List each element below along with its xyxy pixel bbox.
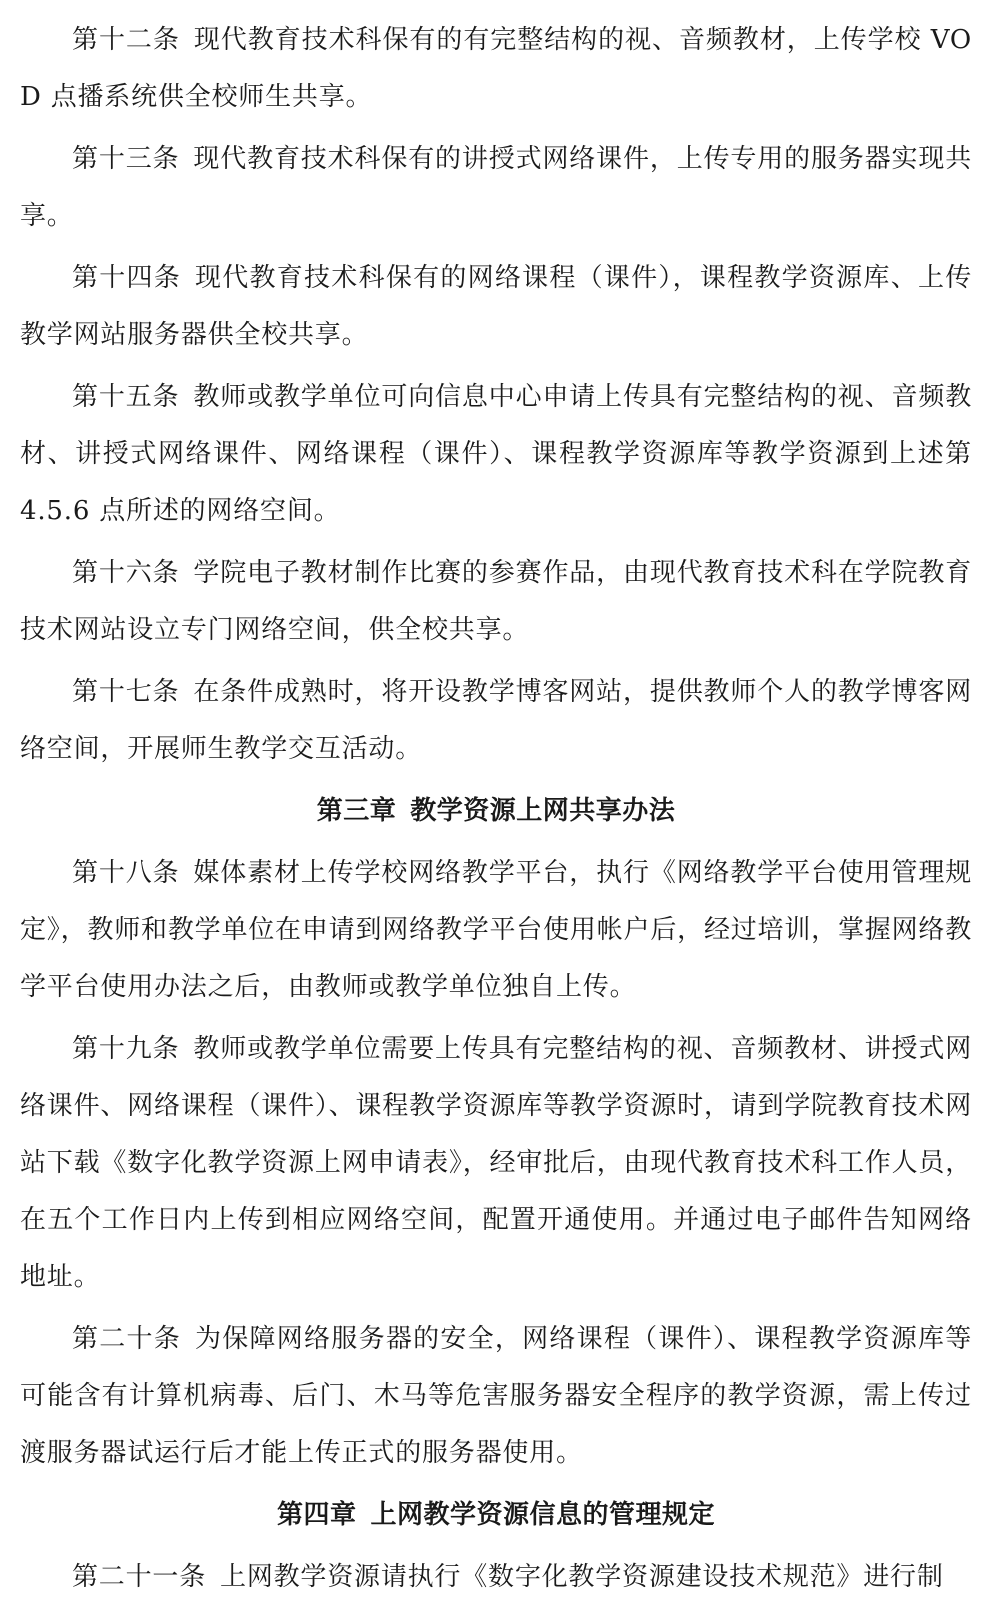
article-text: 现代教育技术科保有的讲授式网络课件，上传专用的服务器实现共享。 bbox=[20, 144, 973, 231]
article-text: 教师或教学单位需要上传具有完整结构的视、音频教材、讲授式网络课件、网络课程（课件）、课程教学资源库等教学资源时，请到学院教育技术网站下载《数字化教学资源上网申请表》，经审批后，由现代教育技术科工作人员，在五个工作日内上传到相应网络空间，配置开通使用。并通过电子邮件告知网络地址。 bbox=[20, 1034, 973, 1292]
article-number: 第十六条 bbox=[72, 558, 180, 588]
article-number: 第十七条 bbox=[72, 677, 180, 707]
article-number: 第十五条 bbox=[72, 382, 180, 412]
chapter-title: 教学资源上网共享办法 bbox=[410, 796, 676, 826]
article-number: 第二十条 bbox=[72, 1324, 182, 1354]
article-number: 第十四条 bbox=[72, 263, 182, 293]
article-text: 在条件成熟时，将开设教学博客网站，提供教师个人的教学博客网络空间，开展师生教学交互活动。 bbox=[20, 677, 973, 764]
chapter-4-heading bbox=[20, 1487, 972, 1544]
article-21 bbox=[20, 1549, 972, 1606]
document-page bbox=[20, 12, 972, 1611]
article-17 bbox=[20, 664, 972, 778]
article-text: 现代教育技术科保有的有完整结构的视、音频教材，上传学校 VOD 点播系统供全校师生共享。 bbox=[20, 25, 972, 112]
article-16 bbox=[20, 545, 972, 659]
article-number: 第十八条 bbox=[72, 858, 180, 888]
article-text: 为保障网络服务器的安全，网络课程（课件）、课程教学资源库等可能含有计算机病毒、后门、木马等危害服务器安全程序的教学资源，需上传过渡服务器试运行后才能上传正式的服务器使用。 bbox=[20, 1324, 973, 1468]
chapter-title: 上网教学资源信息的管理规定 bbox=[370, 1500, 716, 1530]
article-18 bbox=[20, 845, 972, 1016]
chapter-number: 第四章 bbox=[276, 1500, 357, 1530]
chapter-number: 第三章 bbox=[316, 796, 397, 826]
article-text: 教师或教学单位可向信息中心申请上传具有完整结构的视、音频教材、讲授式网络课件、网络课程（课件）、课程教学资源库等教学资源到上述第 4.5.6 点所述的网络空间。 bbox=[20, 382, 973, 526]
article-12 bbox=[20, 12, 972, 126]
article-number: 第二十一条 bbox=[72, 1562, 207, 1592]
article-20 bbox=[20, 1311, 972, 1482]
article-text: 上网教学资源请执行《数字化教学资源建设技术规范》进行制 bbox=[220, 1562, 944, 1592]
chapter-3-heading bbox=[20, 783, 972, 840]
article-19 bbox=[20, 1021, 972, 1306]
article-text: 学院电子教材制作比赛的参赛作品，由现代教育技术科在学院教育技术网站设立专门网络空间，供全校共享。 bbox=[20, 558, 973, 645]
article-number: 第十二条 bbox=[72, 25, 180, 55]
article-13 bbox=[20, 131, 972, 245]
article-number: 第十九条 bbox=[72, 1034, 180, 1064]
article-text: 现代教育技术科保有的网络课程（课件），课程教学资源库、上传教学网站服务器供全校共享。 bbox=[20, 263, 973, 350]
article-number: 第十三条 bbox=[72, 144, 180, 174]
article-15 bbox=[20, 369, 972, 540]
article-14 bbox=[20, 250, 972, 364]
article-text: 媒体素材上传学校网络教学平台，执行《网络教学平台使用管理规定》，教师和教学单位在申请到网络教学平台使用帐户后，经过培训，掌握网络教学平台使用办法之后，由教师或教学单位独自上传。 bbox=[20, 858, 973, 1002]
